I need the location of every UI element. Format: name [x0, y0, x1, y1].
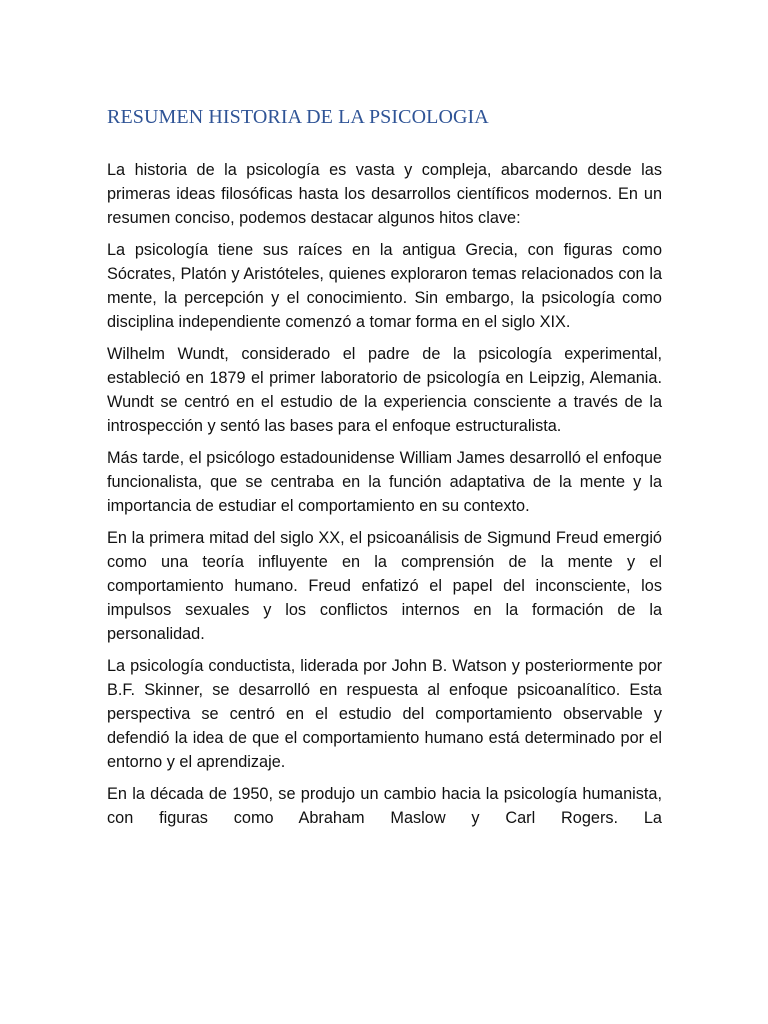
paragraph-freud: En la primera mitad del siglo XX, el psicoanálisis de Sigmund Freud emergió como una teoría influyente en la comprensión de la mente y el comportamiento humano. Freud enfatizó el papel del inconsciente, los impulsos sexuales y los conflictos internos en la formación de la personalidad.	[107, 529, 662, 643]
paragraph-james: Más tarde, el psicólogo estadounidense William James desarrolló el enfoque funcionalista, que se centraba en la función adaptativa de la mente y la importancia de estudiar el comportamiento en su contexto.	[107, 449, 662, 515]
paragraph-intro: La historia de la psicología es vasta y compleja, abarcando desde las primeras ideas filosóficas hasta los desarrollos científicos modernos. En un resumen conciso, podemos destacar algunos hitos clave:	[107, 161, 662, 227]
paragraph-humanism: En la década de 1950, se produjo un cambio hacia la psicología humanista, con figuras como Abraham Maslow y Carl Rogers. La	[107, 785, 662, 827]
document-title: RESUMEN HISTORIA DE LA PSICOLOGIA	[107, 106, 489, 128]
paragraph-greek-roots: La psicología tiene sus raíces en la antigua Grecia, con figuras como Sócrates, Platón y Aristóteles, quienes exploraron temas relacionados con la mente, la percepción y el conocimiento. Sin embargo, la psicología como disciplina independiente comenzó a tomar forma en el siglo XIX.	[107, 241, 662, 331]
paragraph-behaviorism: La psicología conductista, liderada por John B. Watson y posteriormente por B.F. Skinner, se desarrolló en respuesta al enfoque psicoanalítico. Esta perspectiva se centró en el estudio del comportamiento observable y defendió la idea de que el comportamiento humano está determinado por el entorno y el aprendizaje.	[107, 657, 662, 771]
document-body	[107, 158, 662, 838]
paragraph-wundt: Wilhelm Wundt, considerado el padre de la psicología experimental, estableció en 1879 el primer laboratorio de psicología en Leipzig, Alemania. Wundt se centró en el estudio de la experiencia consciente a través de la introspección y sentó las bases para el enfoque estructuralista.	[107, 345, 662, 435]
